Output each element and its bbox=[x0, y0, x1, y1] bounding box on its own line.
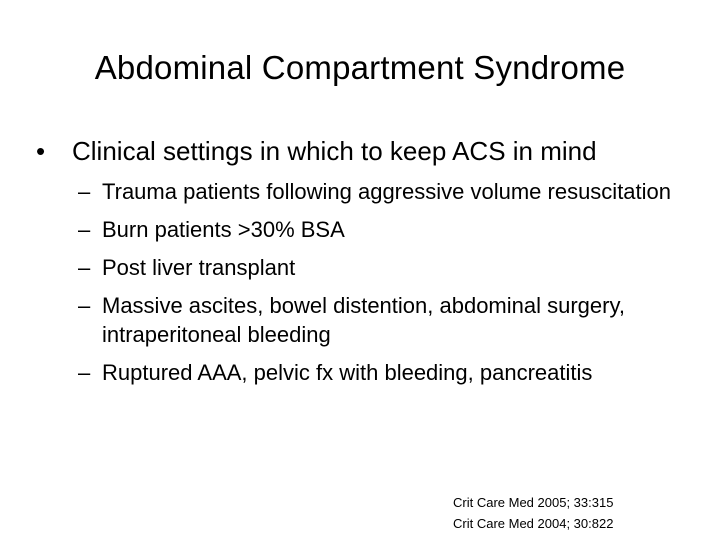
sub-bullet-item bbox=[78, 177, 698, 206]
reference-line: Crit Care Med 2005; 33:315 bbox=[453, 495, 614, 510]
dash-marker: – bbox=[78, 293, 91, 318]
dash-marker: – bbox=[78, 179, 91, 204]
sub-bullet-text: Ruptured AAA, pelvic fx with bleeding, pancreatitis bbox=[102, 360, 593, 385]
dash-marker: – bbox=[78, 217, 91, 242]
sub-bullet-text: Post liver transplant bbox=[102, 255, 296, 280]
sub-bullet-item bbox=[78, 358, 698, 387]
sub-bullet-text: Massive ascites, bowel distention, abdominal surgery, intraperitoneal bleeding bbox=[102, 293, 625, 347]
reference-line: Crit Care Med 2004; 30:822 bbox=[453, 516, 614, 531]
sub-bullet-item bbox=[78, 253, 698, 282]
references bbox=[453, 492, 613, 534]
sub-bullet-text: Burn patients >30% BSA bbox=[102, 217, 345, 242]
sub-bullet-item bbox=[78, 215, 698, 244]
dash-marker: – bbox=[78, 255, 91, 280]
sub-bullet-text: Trauma patients following aggressive volume resuscitation bbox=[102, 179, 672, 204]
main-bullet-text: Clinical settings in which to keep ACS in mind bbox=[72, 136, 597, 166]
sub-bullet-list bbox=[78, 177, 698, 396]
slide-title: Abdominal Compartment Syndrome bbox=[94, 49, 626, 86]
bullet-marker: • bbox=[36, 136, 46, 166]
dash-marker: – bbox=[78, 360, 91, 385]
sub-bullet-item bbox=[78, 291, 698, 349]
